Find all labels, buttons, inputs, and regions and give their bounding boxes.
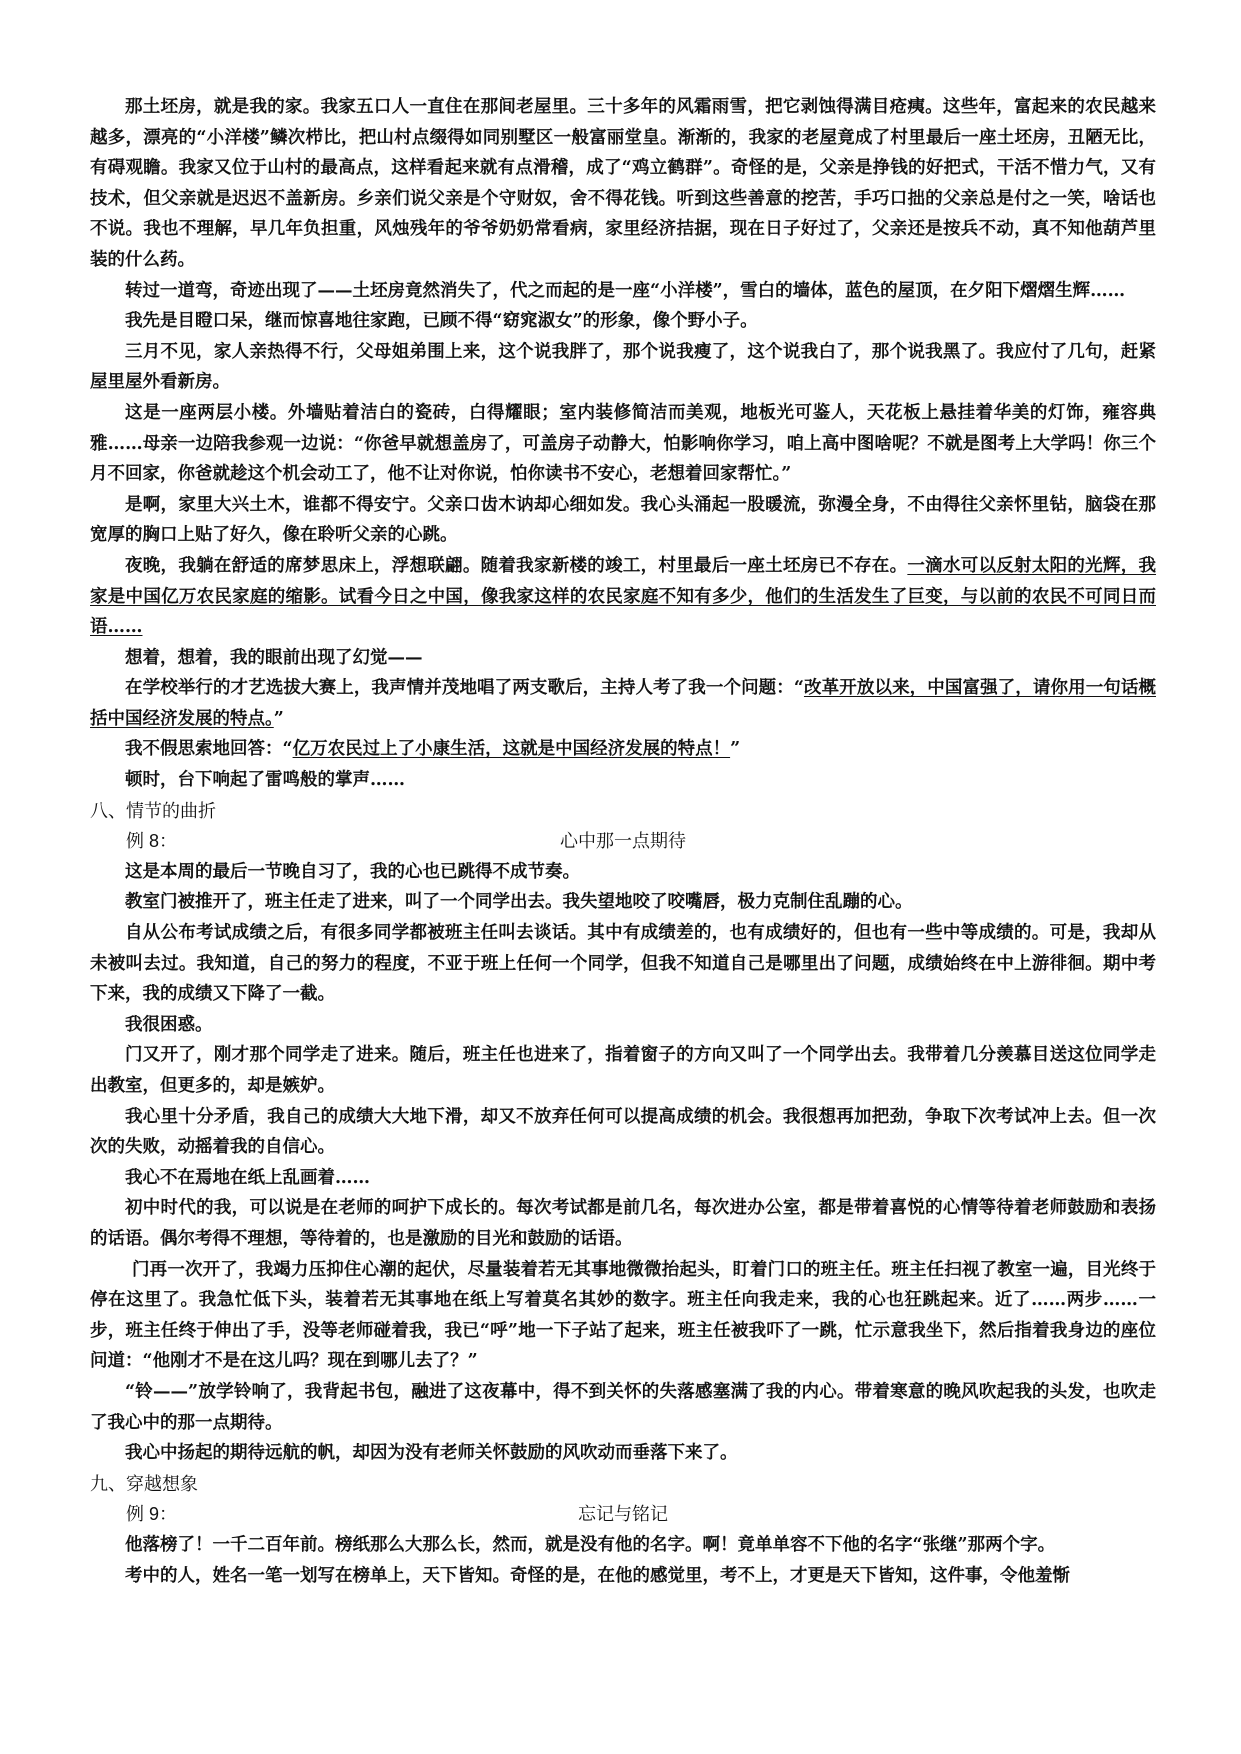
section-heading-8: 八、情节的曲折	[90, 800, 216, 821]
paragraph: 顿时，台下响起了雷鸣般的掌声……	[125, 770, 405, 791]
example-8-header	[90, 826, 1156, 857]
paragraph	[90, 551, 1156, 643]
paragraph	[90, 734, 1156, 765]
paragraph: “铃——”放学铃响了，我背起书包，融进了这夜幕中，得不到关怀的失落感塞满了我的内心。带着寒意的晚风吹起我的头发，也吹走了我心中的那一点期待。	[90, 1381, 1156, 1433]
paragraph: 我心里十分矛盾，我自己的成绩大大地下滑，却又不放弃任何可以提高成绩的机会。我很想再加把劲，争取下次考试冲上去。但一次次的失败，动摇着我的自信心。	[90, 1106, 1156, 1158]
document-page	[90, 92, 1156, 1591]
paragraph-text: 夜晚，我躺在舒适的席梦思床上，浮想联翩。随着我家新楼的竣工，村里最后一座土坯房已不存在。	[125, 555, 908, 576]
example-label: 例 8：	[126, 831, 178, 852]
closing-quote: ”	[273, 708, 284, 729]
underlined-text: 改革开放以来，中国富强了，请你用一句话概括中国经济发展的特点。	[90, 678, 1156, 729]
paragraph: 想着，想着，我的眼前出现了幻觉——	[125, 647, 423, 668]
section-heading-9: 九、穿越想象	[90, 1473, 198, 1494]
paragraph: 是啊，家里大兴土木，谁都不得安宁。父亲口齿木讷却心细如发。我心头涌起一股暖流，弥漫全身，不由得往父亲怀里钻，脑袋在那宽厚的胸口上贴了好久，像在聆听父亲的心跳。	[90, 494, 1156, 546]
paragraph: 转过一道弯，奇迹出现了——土坯房竟然消失了，代之而起的是一座“小洋楼”，雪白的墙体，蓝色的屋顶，在夕阳下熠熠生辉……	[125, 280, 1126, 301]
example-label: 例 9：	[126, 1504, 178, 1525]
paragraph: 门再一次开了，我竭力压抑住心潮的起伏，尽量装着若无其事地微微抬起头，盯着门口的班主任。班主任扫视了教室一遍，目光终于停在这里了。我急忙低下头，装着若无其事地在纸上写着莫名其妙的数字。班主任向我走来，我的心也狂跳起来。近了……两步……一步，班主任终于伸出了手，没等老师碰着我，我已“呼”地一下子站了起来，班主任被我吓了一跳，忙示意我坐下，然后指着我身边的座位问道：“他刚才不是在这儿吗？现在到哪儿去了？”	[90, 1259, 1156, 1372]
example-title: 心中那一点期待	[560, 831, 686, 852]
underlined-text: 一滴水可以反射太阳的光辉，我家是中国亿万农民家庭的缩影。试看今日之中国，像我家这样的农民家庭不知有多少，他们的生活发生了巨变，与以前的农民不可同日而语……	[90, 555, 1157, 638]
paragraph: 我很困惑。	[125, 1014, 213, 1035]
paragraph: 自从公布考试成绩之后，有很多同学都被班主任叫去谈话。其中有成绩差的，也有成绩好的，但也有一些中等成绩的。可是，我却从未被叫去过。我知道，自己的努力的程度，不亚于班上任何一个同学，但我不知道自己是哪里出了问题，成绩始终在中上游徘徊。期中考下来，我的成绩又下降了一截。	[90, 923, 1156, 1005]
paragraph: 我心中扬起的期待远航的帆，却因为没有老师关怀鼓励的风吹动而垂落下来了。	[125, 1443, 738, 1464]
paragraph	[90, 673, 1156, 734]
paragraph: 初中时代的我，可以说是在老师的呵护下成长的。每次考试都是前几名，每次进办公室，都是带着喜悦的心情等待着老师鼓励和表扬的话语。偶尔考得不理想，等待着的，也是激励的目光和鼓励的话语。	[90, 1198, 1156, 1249]
paragraph-text: 在学校举行的才艺选拔大赛上，我声情并茂地唱了两支歌后，主持人考了我一个问题：“	[125, 678, 804, 699]
paragraph: 三月不见，家人亲热得不行，父母姐弟围上来，这个说我胖了，那个说我瘦了，这个说我白了，那个说我黑了。我应付了几句，赶紧屋里屋外看新房。	[90, 341, 1156, 393]
paragraph: 考中的人，姓名一笔一划写在榜单上，天下皆知。奇怪的是，在他的感觉里，考不上，才更是天下皆知，这件事，令他羞惭	[125, 1565, 1070, 1586]
paragraph-text: 我不假思索地回答：“	[125, 739, 293, 760]
paragraph: 我先是目瞪口呆，继而惊喜地往家跑，已顾不得“窈窕淑女”的形象，像个野小子。	[125, 311, 758, 332]
paragraph: 我心不在焉地在纸上乱画着……	[125, 1167, 370, 1188]
example-9-header	[90, 1499, 1156, 1530]
example-title: 忘记与铭记	[578, 1504, 668, 1525]
paragraph: 这是本周的最后一节晚自习了，我的心也已跳得不成节奏。	[125, 861, 580, 882]
paragraph: 那土坯房，就是我的家。我家五口人一直住在那间老屋里。三十多年的风霜雨雪，把它剥蚀得满目疮痍。这些年，富起来的农民越来越多，漂亮的“小洋楼”鳞次栉比，把山村点缀得如同别墅区一般富丽堂皇。渐渐的，我家的老屋竟成了村里最后一座土坯房，丑陋无比，有碍观瞻。我家又位于山村的最高点，这样看起来就有点滑稽，成了“鸡立鹤群”。奇怪的是，父亲是挣钱的好把式，干活不惜力气，又有技术，但父亲就是迟迟不盖新房。乡亲们说父亲是个守财奴，舍不得花钱。听到这些善意的挖苦，手巧口拙的父亲总是付之一笑，啥话也不说。我也不理解，早几年负担重，风烛残年的爷爷奶奶常看病，家里经济拮据，现在日子好过了，父亲还是按兵不动，真不知他葫芦里装的什么药。	[90, 97, 1156, 270]
paragraph: 他落榜了！一千二百年前。榜纸那么大那么长，然而，就是没有他的名字。啊！竟单单容不下他的名字“张继”那两个字。	[125, 1534, 1056, 1555]
paragraph: 教室门被推开了，班主任走了进来，叫了一个同学出去。我失望地咬了咬嘴唇，极力克制住乱蹦的心。	[125, 892, 913, 913]
closing-quote: ”	[730, 739, 741, 760]
underlined-text: 亿万农民过上了小康生活，这就是中国经济发展的特点！	[292, 739, 731, 760]
paragraph: 门又开了，刚才那个同学走了进来。随后，班主任也进来了，指着窗子的方向又叫了一个同学出去。我带着几分羡慕目送这位同学走出教室，但更多的，却是嫉妒。	[90, 1045, 1156, 1096]
paragraph: 这是一座两层小楼。外墙贴着洁白的瓷砖，白得耀眼；室内装修简洁而美观，地板光可鉴人，天花板上悬挂着华美的灯饰，雍容典雅……母亲一边陪我参观一边说：“你爸早就想盖房了，可盖房子动静大，怕影响你学习，咱上高中图啥呢？不就是图考上大学吗！你三个月不回家，你爸就趁这个机会动工了，他不让对你说，怕你读书不安心，老想着回家帮忙。”	[90, 402, 1156, 485]
